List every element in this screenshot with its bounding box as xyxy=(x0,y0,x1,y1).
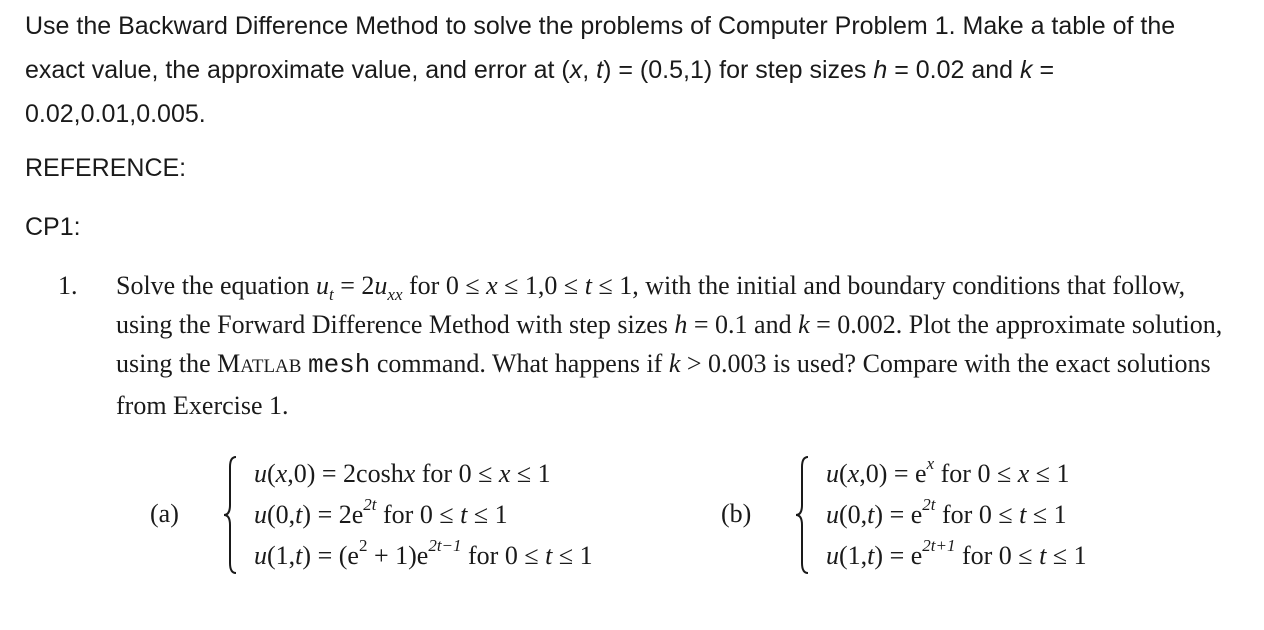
b2-t: t xyxy=(867,500,875,529)
a2-t2: t xyxy=(460,500,468,529)
eq-mid: = 2 xyxy=(333,271,375,300)
b3-p: (1, xyxy=(839,541,868,570)
computer-problem-1 xyxy=(58,266,1228,425)
var-k: k xyxy=(1020,56,1033,84)
var-k-2: k xyxy=(668,349,681,378)
case-a-equations xyxy=(254,453,593,576)
a3-t2: t xyxy=(545,541,553,570)
a1-p: ( xyxy=(267,459,276,488)
problem-text-7: command. What happens if xyxy=(370,349,669,378)
b3-for: for 0 ≤ xyxy=(955,541,1040,570)
a3-mid: ) = (e xyxy=(302,541,359,570)
b1-sup: x xyxy=(926,454,935,474)
intro-text-4: = 0.02,0.01,0.005. xyxy=(25,56,1055,128)
case-b-brace xyxy=(794,455,804,575)
var-x: x xyxy=(569,56,583,84)
b1-u: u xyxy=(826,459,839,488)
b2-mid: ) = e xyxy=(874,500,923,529)
b1-end: ≤ 1 xyxy=(1029,459,1070,488)
sub-xx: xx xyxy=(387,285,403,305)
var-h: h xyxy=(873,56,888,84)
a2-sup: 2t xyxy=(363,495,377,515)
b3-mid: ) = e xyxy=(874,541,923,570)
cp1-heading: CP1: xyxy=(25,213,81,241)
problem-text-8: > 0.003 is used? Compare with the exact solutions from Exercise 1. xyxy=(116,349,1211,420)
case-a-brace xyxy=(222,455,232,575)
intro-comma: , xyxy=(582,56,597,84)
a3-sup2: 2t−1 xyxy=(428,536,462,556)
problem-text-2: for 0 ≤ xyxy=(402,271,487,300)
a2-end: ≤ 1 xyxy=(467,500,508,529)
problem-text-1: Solve the equation xyxy=(116,271,317,300)
case-a-line-3 xyxy=(254,535,593,576)
var-t-1: t xyxy=(584,271,592,300)
problem-text-6: = 0.002. Plot the approximate solution, using the xyxy=(116,310,1223,378)
a2-for: for 0 ≤ xyxy=(376,500,461,529)
b3-sup: 2t+1 xyxy=(922,536,956,556)
case-b-label: (b) xyxy=(721,499,752,528)
matlab-rest: ATLAB xyxy=(240,356,302,377)
var-u: u xyxy=(316,271,330,300)
b3-u: u xyxy=(826,541,839,570)
b2-t2: t xyxy=(1019,500,1027,529)
case-a-line-1 xyxy=(254,453,593,494)
b2-end: ≤ 1 xyxy=(1026,500,1067,529)
b1-x: x xyxy=(847,459,860,488)
problem-statement xyxy=(25,4,1240,136)
problem-text-5: = 0.1 and xyxy=(687,310,799,339)
var-t: t xyxy=(596,56,604,84)
b3-t: t xyxy=(867,541,875,570)
problem-text-4: ≤ 1, with the initial and boundary conditions that follow, using the Forward Difference Method with step sizes xyxy=(116,271,1186,339)
a1-u: u xyxy=(254,459,267,488)
intro-text-3: = 0.02 and xyxy=(887,56,1021,84)
a1-for: for 0 ≤ xyxy=(415,459,499,488)
intro-text-2: ) = (0.5,1) for step sizes xyxy=(603,56,874,84)
a1-x2: x xyxy=(403,459,416,488)
a3-mid2: + 1)e xyxy=(367,541,429,570)
a3-p: (1, xyxy=(267,541,296,570)
case-b-line-1 xyxy=(826,453,1087,494)
b2-sup: 2t xyxy=(922,495,936,515)
var-k-1: k xyxy=(798,310,810,339)
a3-u: u xyxy=(254,541,267,570)
a2-p: (0, xyxy=(267,500,296,529)
case-a-label: (a) xyxy=(150,499,179,528)
a1-x: x xyxy=(275,459,288,488)
matlab-M: M xyxy=(217,349,241,378)
a3-for: for 0 ≤ xyxy=(461,541,546,570)
a2-t: t xyxy=(295,500,303,529)
mesh-command: mesh xyxy=(307,350,371,380)
a1-end: ≤ 1 xyxy=(510,459,551,488)
problem-text-3: ≤ 1,0 ≤ xyxy=(497,271,585,300)
a2-mid: ) = 2e xyxy=(302,500,364,529)
a3-t: t xyxy=(295,541,303,570)
a2-u: u xyxy=(254,500,267,529)
var-h-1: h xyxy=(674,310,688,339)
problem-text xyxy=(116,266,1228,425)
b1-p: ( xyxy=(839,459,848,488)
case-b-line-3 xyxy=(826,535,1087,576)
b2-for: for 0 ≤ xyxy=(935,500,1020,529)
var-u-2: u xyxy=(374,271,388,300)
b1-x2: x xyxy=(1017,459,1030,488)
b3-end: ≤ 1 xyxy=(1046,541,1087,570)
b1-mid: ,0) = e xyxy=(859,459,927,488)
problem-number: 1. xyxy=(58,271,78,300)
b3-t2: t xyxy=(1039,541,1047,570)
sub-t: t xyxy=(329,285,334,305)
case-b-line-2 xyxy=(826,494,1087,535)
intro-text-1: Use the Backward Difference Method to solve the problems of Computer Problem 1. Make a table of the exact value, the approximate value, and error at ( xyxy=(25,12,1176,84)
a1-mid: ,0) = 2cosh xyxy=(287,459,404,488)
a1-x3: x xyxy=(498,459,511,488)
a3-end: ≤ 1 xyxy=(552,541,593,570)
case-b-equations xyxy=(826,453,1087,576)
b1-for: for 0 ≤ xyxy=(934,459,1018,488)
case-a-line-2 xyxy=(254,494,593,535)
b2-p: (0, xyxy=(839,500,868,529)
b2-u: u xyxy=(826,500,839,529)
reference-heading: REFERENCE: xyxy=(25,154,187,182)
a3-sup1: 2 xyxy=(358,536,368,556)
var-x-1: x xyxy=(486,271,498,300)
